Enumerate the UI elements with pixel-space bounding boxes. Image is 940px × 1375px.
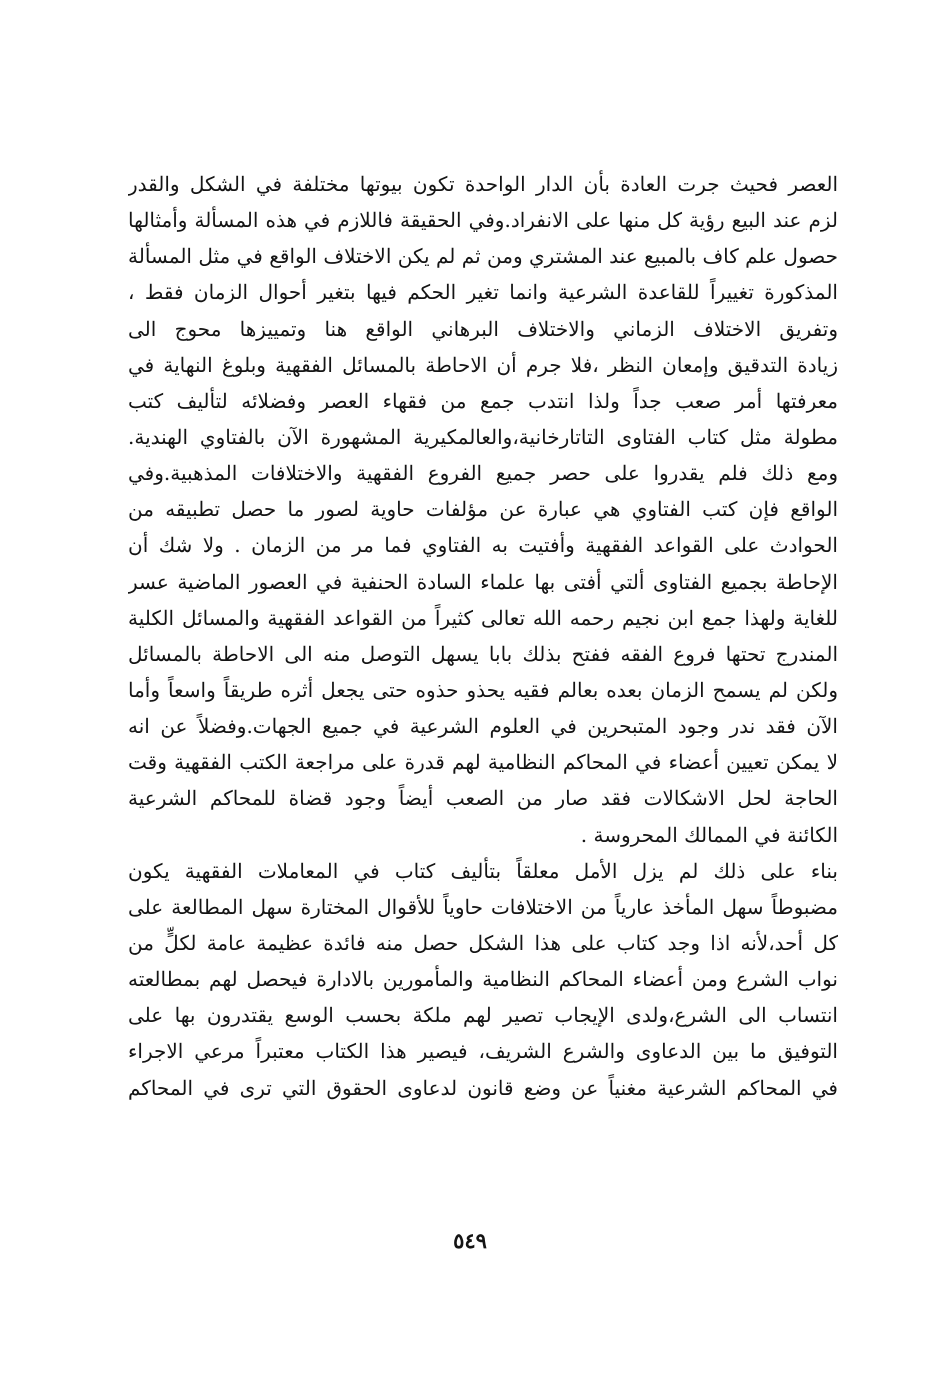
text-line: مضبوطاً سهل المأخذ عارياً من الاختلافات حاوياً للأقوال المختارة سهل المطالعة على	[128, 894, 838, 919]
text-line: الإحاطة بجميع الفتاوى ألتي أفتى بها علماء السادة الحنفية في العصور الماضية عسر	[128, 569, 838, 594]
text-line: التوفيق ما بين الدعاوى والشرع الشريف، فيصير هذا الكتاب معتبراً مرعي الاجراء	[128, 1039, 838, 1064]
text-line: العصر فحيث جرت العادة بأن الدار الواحدة تكون بيوتها مختلفة في الشكل والقدر	[128, 172, 838, 196]
body-text	[128, 166, 838, 1106]
text-line: ولكن لم يسمح الزمان بعده بعالم فقيه يحذو حذوه حتى يجعل أثره طريقاً واسعاً وأما	[128, 677, 838, 702]
text-line: ومع ذلك فلم يقدروا على حصر جميع الفروع الفقهية والاختلافات المذهبية.وفي	[128, 461, 838, 486]
text-line: للغاية ولهذا جمع ابن نجيم رحمه الله تعالى كثيراً من القواعد الفقهية والمسائل الكلية	[128, 605, 838, 630]
text-line: لا يمكن تعيين أعضاء في المحاكم النظامية لهم قدرة على مراجعة الكتب الفقهية وقت	[128, 750, 838, 775]
text-line: في المحاكم الشرعية مغنياً عن وضع قانون لدعاوى الحقوق التي ترى في المحاكم	[128, 1075, 838, 1100]
text-line: وتفريق الاختلاف الزماني والاختلاف البرهاني الواقع هنا وتمييزها محوج الى	[128, 316, 838, 341]
page-number: ٥٤٩	[453, 1228, 487, 1253]
text-line: الحاجة لحل الاشكالات فقد صار من الصعب أيضاً وجود قضاة للمحاكم الشرعية	[128, 786, 838, 811]
text-line: نواب الشرع ومن أعضاء المحاكم النظامية والمأمورين بالادارة فيحصل لهم بمطالعته	[128, 967, 838, 992]
text-line: حصول علم كاف بالمبيع عند المشتري ومن ثم لم يكن الاختلاف الواقع في مثل المسألة	[128, 244, 838, 269]
text-line: مطولة مثل كتاب الفتاوى التاتارخانية،والعالمكيرية المشهورة الآن بالفتاوي الهندية.	[128, 424, 838, 449]
text-line: لزم عند البيع رؤية كل منها على الانفراد.وفي الحقيقة فاللازم في هذه المسألة وأمثالها	[128, 208, 838, 233]
text-line: كل أحد،لأنه اذا وجد كتاب على هذا الشكل حصل منه فائدة عظيمة عامة لكلٍّ من	[128, 930, 838, 955]
paragraph-end-line: الكائنة في الممالك المحروسة .	[580, 822, 838, 847]
text-line: المندرج تحتها فروع الفقه ففتح بذلك بابا يسهل التوصل منه الى الاحاطة بالمسائل	[128, 641, 838, 666]
text-line: المذكورة تغييراً للقاعدة الشرعية وانما تغير الحكم فيها بتغير أحوال الزمان فقط ،	[128, 280, 838, 305]
text-line: الواقع فإن كتب الفتاوي هي عبارة عن مؤلفات حاوية لصور ما حصل تطبيقه من	[128, 497, 838, 522]
text-line: الآن فقد ندر وجود المتبحرين في العلوم الشرعية في جميع الجهات.وفضلاً عن انه	[128, 714, 838, 739]
text-line: بناء على ذلك لم يزل الأمل معلقاً بتأليف كتاب في المعاملات الفقهية يكون	[128, 858, 838, 883]
text-line: الحوادث على القواعد الفقهية وأفتيت به الفتاوي فما مر من الزمان . ولا شك أن	[128, 533, 838, 558]
text-line: زيادة التدقيق وإمعان النظر ،فلا جرم أن الاحاطة بالمسائل الفقهية وبلوغ النهاية في	[128, 352, 838, 377]
text-line: معرفتها أمر صعب جداً ولذا انتدب جمع من فقهاء العصر وفضلائه لتأليف كتب	[128, 388, 838, 413]
text-line: انتساب الى الشرع،ولدى الإيجاب تصير لهم ملكة بحسب الوسع يقتدرون بها على	[128, 1003, 838, 1028]
